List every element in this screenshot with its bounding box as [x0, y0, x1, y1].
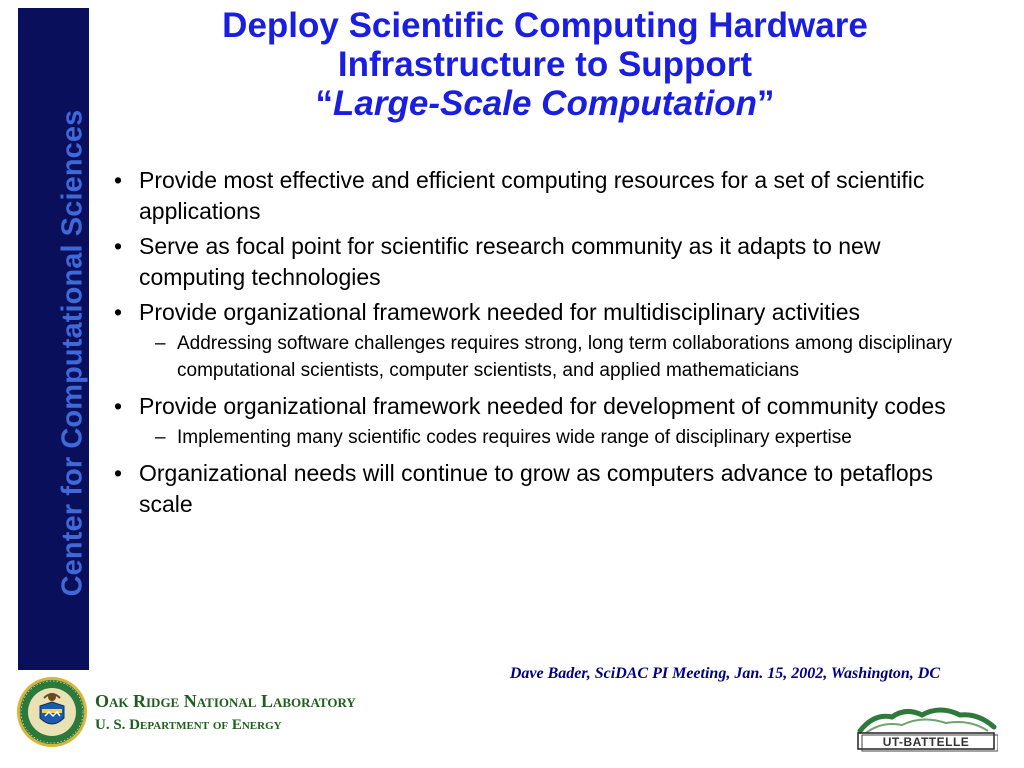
- ut-battelle-logo: [856, 703, 998, 753]
- sub-bullet-marker: –: [155, 333, 166, 354]
- bullet-item: [112, 165, 992, 227]
- sub-bullet-item: [112, 330, 992, 384]
- citation: Dave Bader, SciDAC PI Meeting, Jan. 15, 2002, Washington, DC: [509, 665, 940, 682]
- sub-bullet-item: [112, 424, 992, 451]
- bullet-item: [112, 297, 992, 328]
- bullet-marker: •: [114, 299, 123, 325]
- bullet-marker: •: [114, 393, 123, 419]
- sub-bullet-text: Implementing many scientific codes requires wide range of disciplinary expertise: [177, 427, 852, 448]
- title-line-2: Infrastructure to Support: [337, 45, 753, 84]
- bullet-text: Serve as focal point for scientific research community as it adapts to new computing technologies: [139, 233, 881, 290]
- bullet-text: Provide most effective and efficient computing resources for a set of scientific applications: [139, 167, 925, 224]
- bullet-text: Organizational needs will continue to grow as computers advance to petaflops scale: [139, 460, 933, 517]
- bullet-item: [112, 391, 992, 422]
- doe-seal-icon: [16, 676, 88, 748]
- ut-battelle-logo-text: UT-BATTELLE: [882, 735, 970, 749]
- slide-title: [100, 6, 990, 123]
- title-line-1: Deploy Scientific Computing Hardware: [222, 6, 868, 45]
- bullet-item: [112, 231, 992, 293]
- bullet-text: Provide organizational framework needed for multidisciplinary activities: [139, 299, 860, 325]
- sub-bullet-marker: –: [155, 427, 166, 448]
- sub-bullet-text: Addressing software challenges requires strong, long term collaborations among disciplinary computational scientists, computer scientists, and applied mathematicians: [177, 333, 953, 381]
- title-line-3: [100, 84, 990, 123]
- sidebar-bar: [18, 8, 89, 670]
- department-name: U. S. Department of Energy: [95, 717, 282, 733]
- lab-name: Oak Ridge National Laboratory: [95, 691, 356, 711]
- title-quote-close: ”: [756, 84, 775, 123]
- title-italic-phrase: Large-Scale Computation: [333, 84, 757, 123]
- title-quote-open: “: [315, 84, 334, 123]
- bullet-marker: •: [114, 233, 123, 259]
- sidebar-label: Center for Computational Sciences: [56, 109, 89, 597]
- bullet-text: Provide organizational framework needed for development of community codes: [139, 393, 946, 419]
- bullet-list: [112, 165, 992, 524]
- bullet-marker: •: [114, 460, 123, 486]
- bullet-item: [112, 458, 992, 520]
- bullet-marker: •: [114, 167, 123, 193]
